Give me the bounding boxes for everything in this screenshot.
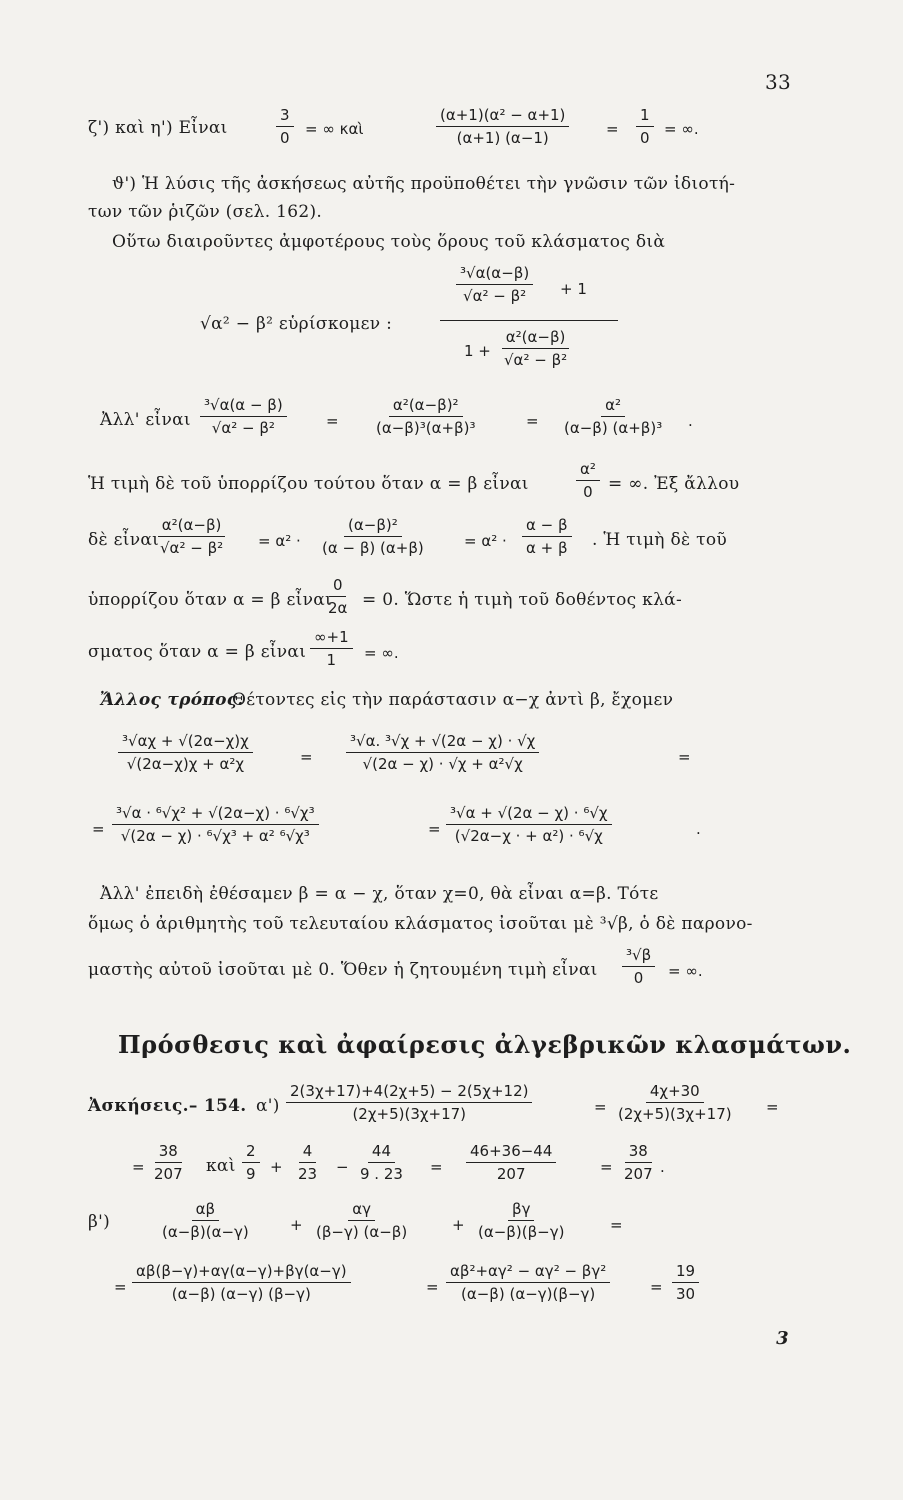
text-line: ϑ') Ἡ λύσις τῆς ἀσκήσεως αὐτῆς προϋποθέτει τὴν γνῶσιν τῶν ἰδιοτή- [112, 174, 736, 194]
fraction: $\frac{\alpha - \beta}{\alpha + \beta}$ [522, 516, 572, 557]
text-line: Οὕτω διαιροῦντες ἀμφοτέρους τοὺς ὅρους τοῦ κλάσματος διὰ [112, 232, 666, 252]
fraction: $\frac{0}{2\alpha}$ [328, 576, 348, 617]
math-text: = [610, 1216, 623, 1234]
fraction: $\frac{44}{9 . 23}$ [360, 1142, 403, 1183]
math-text: − [336, 1158, 349, 1176]
fraction: $\frac{\alpha\beta}{(\alpha-\beta)(\alpha-\gamma)}$ [162, 1200, 249, 1241]
text-line: μαστὴς αὐτοῦ ἰσοῦται μὲ 0. Ὅθεν ἡ ζητουμένη τιμὴ εἶναι [88, 960, 598, 980]
fraction: $\frac{1}{0}$ [636, 106, 654, 147]
fraction: $\frac{\text{α²}}{0}$ [576, 460, 600, 501]
page-number: 33 [764, 70, 791, 94]
text-line: των τῶν ῥιζῶν (σελ. 162). [88, 202, 323, 222]
fraction: $\frac{\text{α²(α−β)²}}{\text{(α−β)³(α+β)³}}$ [376, 396, 476, 437]
math-text: = [600, 1158, 613, 1176]
text-line: ὅμως ὁ ἀριθμητὴς τοῦ τελευταίου κλάσματος ἰσοῦται μὲ ³√β, ὁ δὲ παρονο- [88, 914, 753, 934]
text-line: Ἀλλ' ἐπειδὴ ἐθέσαμεν β = α − χ, ὅταν χ=0, θὰ εἶναι α=β. Τότε [100, 884, 659, 904]
exercise-label: Ἀσκήσεις.– 154. [88, 1096, 247, 1116]
fraction: $\frac{38}{207}$ [624, 1142, 653, 1183]
math-text: = [300, 748, 313, 766]
fraction: $\frac{\alpha\gamma}{(\beta-\gamma) (\alpha-\beta)}$ [316, 1200, 408, 1241]
fraction: $\frac{\text{³√α + √(2α − χ) · ⁶√χ}}{\text{(√2α−χ · + α²) · ⁶√χ}}$ [446, 804, 612, 845]
fraction: $\frac{\text{³√β}}{0}$ [622, 946, 655, 987]
complex-fraction: $\frac{\text{³√α(α−β)}}{\text{√α² − β²}}$ + 1 1 + $\frac{\text{α²(α−β)}}{\text{√α² − β²}}$ [440, 258, 620, 378]
fraction: $\frac{3}{0}$ [276, 106, 294, 147]
text-line: √α² − β² εὑρίσκομεν : [200, 314, 393, 334]
math-text: = ∞ καὶ [305, 120, 364, 138]
math-text: = [430, 1158, 443, 1176]
math-text: = ∞. [664, 120, 699, 138]
fraction: $\frac{46+36-44}{207}$ [466, 1142, 556, 1183]
math-text: = α² · [464, 532, 507, 550]
math-text: + [452, 1216, 465, 1234]
fraction: $\frac{38}{207}$ [154, 1142, 183, 1183]
math-text: = [426, 1278, 439, 1296]
fraction: $\frac{\text{³√α(α − β)}}{\text{√α² − β²}}$ [200, 396, 287, 437]
math-text: = α² · [258, 532, 301, 550]
fraction: $\frac{\beta\gamma}{(\alpha-\beta)(\beta-\gamma)}$ [478, 1200, 565, 1241]
fraction: $\frac{19}{30}$ [672, 1262, 699, 1303]
text-line: καὶ [206, 1156, 236, 1176]
math-text: = [766, 1098, 779, 1116]
math-text: = [428, 820, 441, 838]
text-line: α') [256, 1096, 280, 1116]
fraction: $\frac{\text{(α−β)²}}{(\alpha - \beta) (\alpha+\beta)}$ [322, 516, 424, 557]
math-text: . [696, 820, 701, 838]
fraction: $\frac{\text{α²(α−β)}}{\text{√α² − β²}}$ [156, 516, 227, 557]
text-line: = ∞. Ἐξ ἄλλου [608, 474, 740, 494]
math-text: = [678, 748, 691, 766]
fraction: $\frac{\text{α²}}{\text{(α−β) (α+β)³}}$ [564, 396, 663, 437]
math-text: + [290, 1216, 303, 1234]
text-line: δὲ εἶναι [88, 530, 160, 550]
fraction: $\frac{\text{(α+1)(α² − α+1)}}{(\alpha+1) (\alpha-1)}$ [436, 106, 569, 147]
math-text: + [270, 1158, 283, 1176]
subheading: Ἄλλος τρόπος. [100, 690, 244, 710]
text-line: ὑπορρίζου ὅταν α = β εἶναι [88, 590, 332, 610]
text-line: . Ἡ τιμὴ δὲ τοῦ [592, 530, 728, 550]
text-line: β') [88, 1212, 111, 1232]
fraction: $\frac{\infty+1}{1}$ [310, 628, 353, 669]
math-text: = [114, 1278, 127, 1296]
math-text: . [688, 412, 693, 430]
math-text: = [92, 820, 105, 838]
signature-mark: 3 [776, 1328, 789, 1349]
text-line: Ἡ τιμὴ δὲ τοῦ ὑπορρίζου τούτου ὅταν α = β εἶναι [88, 474, 529, 494]
math-text: = [132, 1158, 145, 1176]
text-line: ζ') καὶ η') Εἶναι [88, 118, 228, 138]
math-text: . [660, 1158, 665, 1176]
fraction: $\frac{4}{23}$ [298, 1142, 318, 1183]
math-text: = [606, 120, 619, 138]
fraction: $\frac{\text{³√α. ³√χ + √(2α − χ) · √χ}}{\text{√(2α − χ) · √χ + α²√χ}}$ [346, 732, 539, 773]
text-line: σματος ὅταν α = β εἶναι [88, 642, 307, 662]
fraction: $\frac{4\chi+30}{(2\chi+5)(3\chi+17)}$ [618, 1082, 732, 1123]
fraction: $\frac{\text{αβ²+αγ² − αγ² − βγ²}}{(\alpha-\beta) (\alpha-\gamma)(\beta-\gamma)}$ [446, 1262, 610, 1303]
fraction: $\frac{\text{³√αχ + √(2α−χ)χ}}{\text{√(2α−χ)χ + α²χ}}$ [118, 732, 253, 773]
section-heading: Πρόσθεσις καὶ ἀφαίρεσις ἀλγεβρικῶν κλασμάτων. [118, 1030, 852, 1059]
fraction: $\frac{\text{³√α · ⁶√χ² + √(2α−χ) · ⁶√χ³}}{\text{√(2α − χ) · ⁶√χ³ + α² ⁶√χ³}}$ [112, 804, 319, 845]
text-line: Ἀλλ' εἶναι [100, 410, 191, 430]
math-text: = [650, 1278, 663, 1296]
fraction: $\frac{2(3\chi+17)+4(2\chi+5) - 2(5\chi+12)}{(2\chi+5)(3\chi+17)}$ [286, 1082, 532, 1123]
math-text: = ∞. [364, 644, 399, 662]
math-text: = [526, 412, 539, 430]
math-text: = [326, 412, 339, 430]
fraction: $\frac{2}{9}$ [242, 1142, 260, 1183]
math-text: = ∞. [668, 962, 703, 980]
text-line: = 0. Ὥστε ἡ τιμὴ τοῦ δοθέντος κλά- [362, 590, 682, 610]
math-text: = [594, 1098, 607, 1116]
text-line: Θέτοντες εἰς τὴν παράστασιν α−χ ἀντὶ β, ἔχομεν [232, 690, 674, 710]
fraction: $\frac{\alpha\beta(\beta-\gamma)+\alpha\gamma(\alpha-\gamma)+\beta\gamma(\alpha-\gamma)}{(\alpha-\beta) (\alpha-\gamma) (\beta-\gamma)}$ [132, 1262, 351, 1303]
